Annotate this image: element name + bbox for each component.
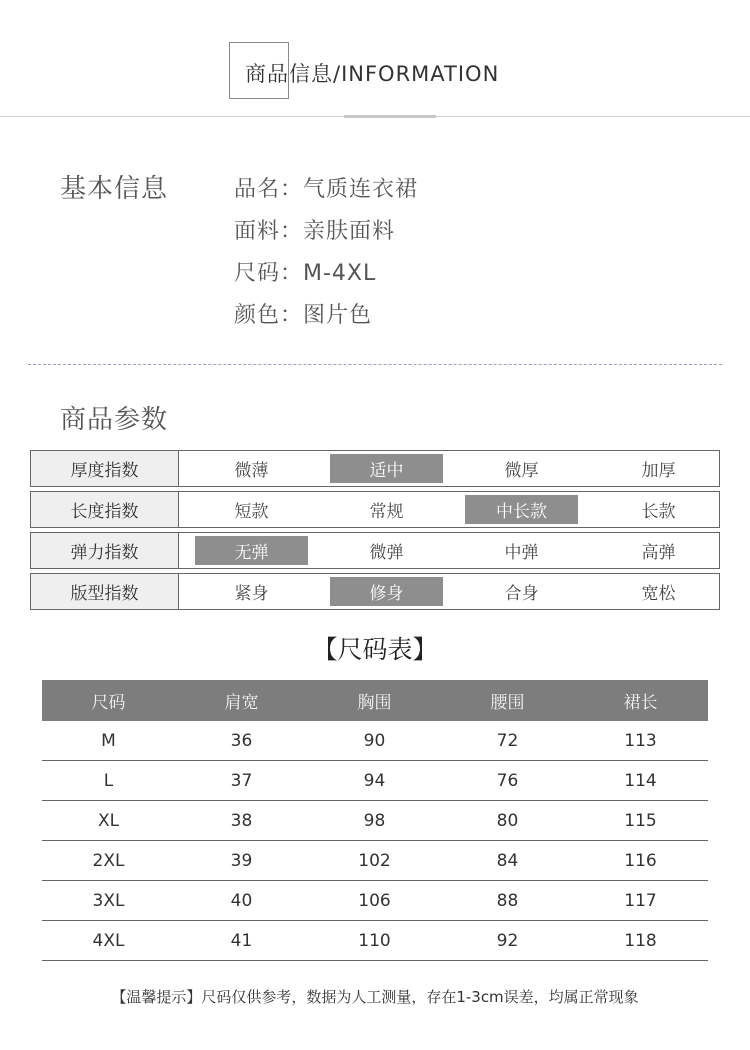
param-option: 高弹 [641, 543, 676, 563]
param-option: 合身 [504, 584, 539, 604]
basic-info-heading: 基本信息 [60, 174, 169, 204]
param-option-selected: 修身 [330, 577, 443, 606]
table-cell: 80 [496, 810, 519, 831]
param-option: 微薄 [234, 461, 269, 481]
table-cell: 39 [230, 850, 253, 871]
table-row [42, 761, 708, 801]
param-row [30, 573, 720, 610]
info-color: 颜色：图片色 [234, 303, 373, 328]
param-option-selected: 适中 [330, 454, 443, 483]
table-cell: 114 [624, 770, 657, 791]
param-option: 短款 [234, 502, 269, 522]
param-row [30, 450, 720, 487]
size-note: 【温馨提示】尺码仅供参考，数据为人工测量，存在1-3cm误差，均属正常现象 [111, 988, 639, 1006]
header-accent-bar [344, 115, 436, 118]
table-cell: 94 [363, 770, 386, 791]
param-label: 版型指数 [31, 574, 179, 609]
table-cell: 88 [496, 890, 519, 911]
table-cell: 36 [230, 730, 253, 751]
col-header-shoulder: 肩宽 [224, 693, 259, 713]
table-cell: 116 [624, 850, 657, 871]
param-label: 弹力指数 [31, 533, 179, 568]
section-title: 商品信息/INFORMATION [245, 62, 500, 86]
col-header-bust: 胸围 [357, 693, 392, 713]
param-option: 常规 [369, 502, 404, 522]
param-option-selected: 中长款 [465, 495, 578, 524]
size-table-heading: 【尺码表】 [312, 635, 438, 664]
table-cell: 92 [496, 930, 519, 951]
table-cell: 2XL [92, 850, 125, 871]
table-cell: M [101, 730, 116, 751]
param-label: 长度指数 [31, 492, 179, 527]
param-option: 微厚 [504, 461, 539, 481]
table-cell: 37 [230, 770, 253, 791]
table-cell: 106 [358, 890, 391, 911]
col-header-size: 尺码 [91, 693, 126, 713]
table-cell: 76 [496, 770, 519, 791]
table-cell: 110 [358, 930, 391, 951]
param-option: 微弹 [369, 543, 404, 563]
table-cell: 38 [230, 810, 253, 831]
info-size: 尺码：M-4XL [234, 261, 377, 286]
table-cell: L [103, 770, 114, 791]
dashed-divider [28, 364, 722, 365]
info-fabric: 面料：亲肤面料 [234, 219, 396, 244]
info-name: 品名：气质连衣裙 [234, 177, 419, 202]
table-row [42, 801, 708, 841]
table-cell: 102 [358, 850, 391, 871]
table-cell: 41 [230, 930, 253, 951]
table-cell: 84 [496, 850, 519, 871]
param-option: 长款 [641, 502, 676, 522]
param-option: 加厚 [641, 461, 676, 481]
params-heading: 商品参数 [60, 405, 169, 435]
table-cell: 118 [624, 930, 657, 951]
table-row [42, 881, 708, 921]
col-header-waist: 腰围 [490, 693, 525, 713]
param-row [30, 532, 720, 569]
param-option: 紧身 [234, 584, 269, 604]
param-label: 厚度指数 [31, 451, 179, 486]
table-cell: XL [97, 810, 120, 831]
size-table-header [42, 680, 708, 721]
param-option: 宽松 [641, 584, 676, 604]
table-cell: 4XL [92, 930, 125, 951]
table-row [42, 841, 708, 881]
table-cell: 72 [496, 730, 519, 751]
param-option-selected: 无弹 [195, 536, 308, 565]
table-row [42, 921, 708, 961]
table-cell: 90 [363, 730, 386, 751]
table-cell: 115 [624, 810, 657, 831]
table-cell: 98 [363, 810, 386, 831]
table-row [42, 721, 708, 761]
table-cell: 3XL [92, 890, 125, 911]
table-cell: 113 [624, 730, 657, 751]
table-cell: 40 [230, 890, 253, 911]
col-header-length: 裙长 [623, 693, 658, 713]
param-row [30, 491, 720, 528]
table-cell: 117 [624, 890, 657, 911]
param-option: 中弹 [504, 543, 539, 563]
